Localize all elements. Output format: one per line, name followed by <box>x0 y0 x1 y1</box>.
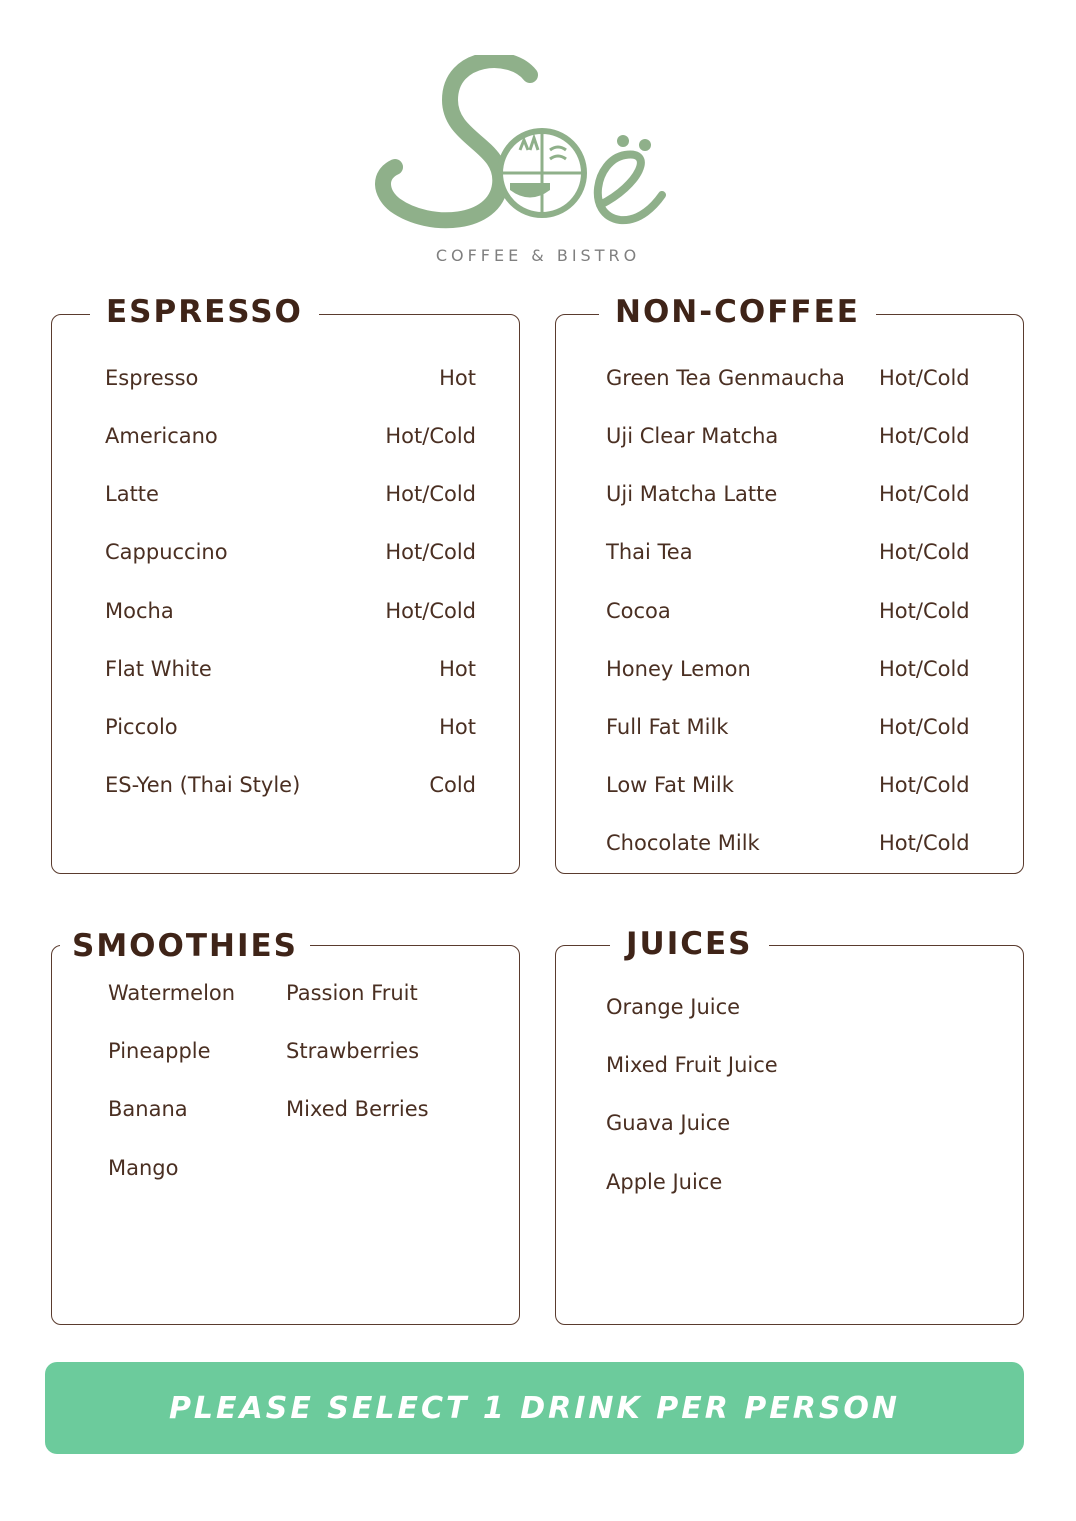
menu-item-temp: Hot/Cold <box>385 482 476 506</box>
menu-item-name: Pineapple <box>108 1039 211 1063</box>
juices-title: JUICES <box>610 924 769 964</box>
menu-item-temp: Hot/Cold <box>385 599 476 623</box>
menu-item-name: Mixed Fruit Juice <box>606 1053 778 1077</box>
menu-item-name: Green Tea Genmaucha <box>606 366 845 390</box>
menu-item-temp: Hot/Cold <box>879 773 970 797</box>
menu-item-name: Chocolate Milk <box>606 831 760 855</box>
menu-item-name: Mango <box>108 1156 179 1180</box>
non-coffee-title: NON-COFFEE <box>599 292 876 332</box>
menu-item-temp: Hot/Cold <box>879 657 970 681</box>
menu-item-temp: Hot/Cold <box>879 424 970 448</box>
menu-item-temp: Hot <box>439 657 476 681</box>
menu-item-temp: Hot <box>439 366 476 390</box>
brand-tagline: COFFEE & BISTRO <box>435 246 641 265</box>
menu-item-temp: Hot/Cold <box>879 599 970 623</box>
smoothies-title: SMOOTHIES <box>60 926 310 966</box>
menu-item-name: Espresso <box>105 366 199 390</box>
notice-text: PLEASE SELECT 1 DRINK PER PERSON <box>168 1390 901 1426</box>
menu-item-name: Thai Tea <box>606 540 693 564</box>
menu-item-name: Flat White <box>105 657 212 681</box>
menu-item-name: Cappuccino <box>105 540 228 564</box>
notice-banner <box>45 1362 1024 1454</box>
menu-item-name: Uji Clear Matcha <box>606 424 779 448</box>
menu-item-name: Passion Fruit <box>286 981 418 1005</box>
menu-item-temp: Hot/Cold <box>879 831 970 855</box>
menu-item-name: Honey Lemon <box>606 657 751 681</box>
menu-item-name: Mixed Berries <box>286 1097 429 1121</box>
menu-item-name: Low Fat Milk <box>606 773 734 797</box>
menu-item-name: Full Fat Milk <box>606 715 729 739</box>
menu-item-name: Watermelon <box>108 981 236 1005</box>
menu-item-temp: Cold <box>429 773 476 797</box>
menu-item-temp: Hot/Cold <box>879 482 970 506</box>
menu-item-temp: Hot/Cold <box>385 540 476 564</box>
menu-item-name: Banana <box>108 1097 188 1121</box>
menu-item-temp: Hot/Cold <box>879 366 970 390</box>
menu-item-temp: Hot/Cold <box>385 424 476 448</box>
menu-item-name: Mocha <box>105 599 174 623</box>
menu-item-name: Strawberries <box>286 1039 420 1063</box>
brand-logo <box>370 55 670 270</box>
menu-item-name: Apple Juice <box>606 1170 723 1194</box>
menu-item-name: Piccolo <box>105 715 178 739</box>
menu-item-name: Guava Juice <box>606 1111 731 1135</box>
menu-item-name: Orange Juice <box>606 995 741 1019</box>
menu-item-temp: Hot/Cold <box>879 540 970 564</box>
menu-item-temp: Hot/Cold <box>879 715 970 739</box>
menu-item-name: ES-Yen (Thai Style) <box>105 773 301 797</box>
soe-logo-graphic <box>370 55 670 230</box>
menu-item-name: Americano <box>105 424 218 448</box>
espresso-title: ESPRESSO <box>90 292 319 332</box>
menu-item-name: Cocoa <box>606 599 671 623</box>
menu-item-temp: Hot <box>439 715 476 739</box>
menu-item-name: Latte <box>105 482 159 506</box>
menu-item-name: Uji Matcha Latte <box>606 482 778 506</box>
